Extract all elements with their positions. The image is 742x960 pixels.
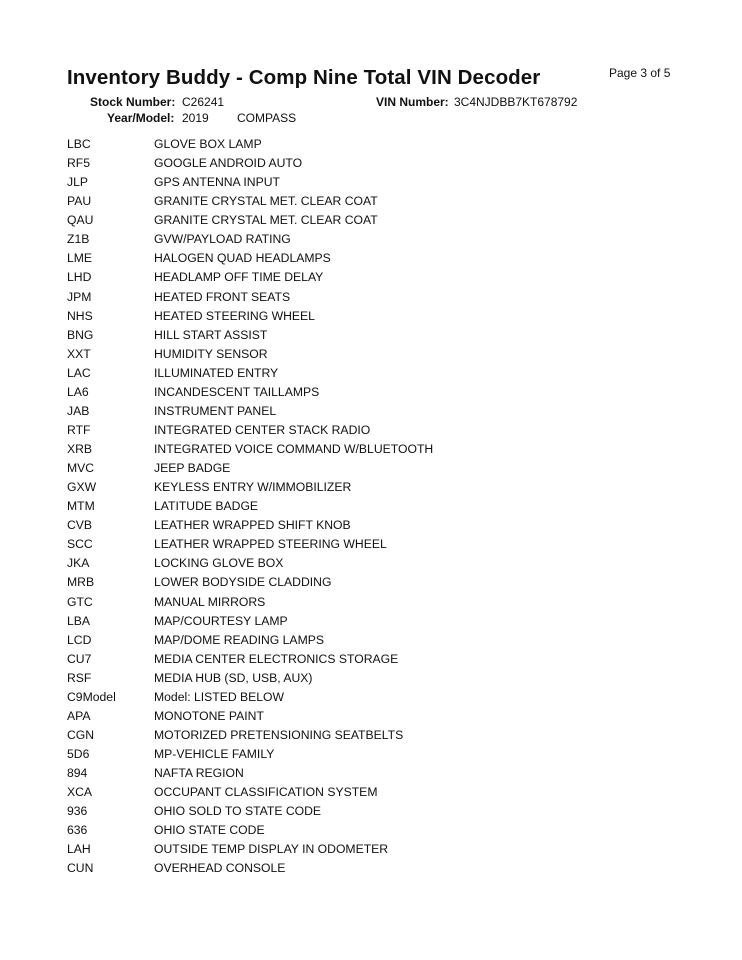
option-code: 936 bbox=[67, 804, 88, 819]
option-description: MAP/DOME READING LAMPS bbox=[154, 632, 324, 647]
list-item bbox=[67, 345, 687, 364]
list-item bbox=[67, 497, 687, 516]
list-item bbox=[67, 459, 687, 478]
option-description: INCANDESCENT TAILLAMPS bbox=[154, 384, 320, 399]
option-code: LHD bbox=[67, 270, 92, 285]
option-code: 636 bbox=[67, 823, 88, 838]
list-item bbox=[67, 192, 687, 211]
page-title: Inventory Buddy - Comp Nine Total VIN Decoder bbox=[67, 66, 541, 89]
list-item bbox=[67, 840, 687, 859]
option-code: CVB bbox=[67, 518, 93, 533]
option-description: Model: LISTED BELOW bbox=[154, 689, 285, 704]
option-description: HEADLAMP OFF TIME DELAY bbox=[154, 270, 324, 285]
option-description: OHIO STATE CODE bbox=[154, 823, 265, 838]
option-description: HALOGEN QUAD HEADLAMPS bbox=[154, 251, 331, 266]
list-item bbox=[67, 593, 687, 612]
list-item bbox=[67, 783, 687, 802]
option-description: OUTSIDE TEMP DISPLAY IN ODOMETER bbox=[154, 842, 389, 857]
list-item bbox=[67, 688, 687, 707]
option-code: XRB bbox=[67, 442, 93, 456]
option-code: PAU bbox=[67, 194, 92, 209]
list-item bbox=[67, 440, 687, 459]
option-code-list bbox=[67, 135, 687, 878]
list-item bbox=[67, 383, 687, 402]
option-description: GVW/PAYLOAD RATING bbox=[154, 232, 291, 247]
option-code: CUN bbox=[67, 861, 94, 876]
option-code: RSF bbox=[67, 670, 92, 685]
list-item bbox=[67, 707, 687, 726]
list-item bbox=[67, 554, 687, 573]
list-item bbox=[67, 573, 687, 592]
option-description: OHIO SOLD TO STATE CODE bbox=[154, 804, 322, 819]
option-description: NAFTA REGION bbox=[154, 766, 244, 781]
option-code: 894 bbox=[67, 766, 88, 781]
vin-number-label: VIN Number: bbox=[376, 95, 449, 109]
option-code: GXW bbox=[67, 480, 97, 495]
option-description: GLOVE BOX LAMP bbox=[154, 137, 262, 151]
option-code: LAC bbox=[67, 365, 91, 380]
option-description: MEDIA CENTER ELECTRONICS STORAGE bbox=[154, 651, 399, 666]
option-code: JKA bbox=[67, 556, 90, 571]
option-description: OVERHEAD CONSOLE bbox=[154, 861, 286, 876]
option-code: MVC bbox=[67, 461, 95, 476]
option-code: LAH bbox=[67, 842, 91, 857]
option-description: KEYLESS ENTRY W/IMMOBILIZER bbox=[154, 480, 352, 495]
list-item bbox=[67, 173, 687, 192]
option-code: RF5 bbox=[67, 156, 91, 171]
stock-number bbox=[90, 95, 225, 109]
option-description: LOCKING GLOVE BOX bbox=[154, 556, 284, 571]
option-description: JEEP BADGE bbox=[154, 461, 231, 476]
list-item bbox=[67, 326, 687, 345]
list-item bbox=[67, 402, 687, 421]
option-description: LATITUDE BADGE bbox=[154, 499, 259, 514]
option-code: CU7 bbox=[67, 651, 92, 666]
option-code: JLP bbox=[67, 175, 89, 190]
option-description: LEATHER WRAPPED STEERING WHEEL bbox=[154, 537, 387, 552]
option-code: LBC bbox=[67, 137, 91, 151]
option-code: APA bbox=[67, 708, 91, 723]
list-item bbox=[67, 612, 687, 631]
option-description: MOTORIZED PRETENSIONING SEATBELTS bbox=[154, 727, 404, 742]
option-description: MP-VEHICLE FAMILY bbox=[154, 747, 275, 761]
list-item bbox=[67, 421, 687, 440]
option-description: MAP/COURTESY LAMP bbox=[154, 613, 288, 628]
list-item bbox=[67, 230, 687, 249]
stock-number-value: C26241 bbox=[182, 95, 225, 109]
vin-number bbox=[376, 95, 578, 109]
vin-number-value: 3C4NJDBB7KT678792 bbox=[454, 95, 578, 109]
option-code: GTC bbox=[67, 594, 93, 609]
option-code: QAU bbox=[67, 213, 94, 228]
option-code: 5D6 bbox=[67, 747, 90, 761]
list-item bbox=[67, 650, 687, 669]
option-code: C9Model bbox=[67, 689, 116, 704]
option-code: CGN bbox=[67, 727, 95, 742]
list-item bbox=[67, 249, 687, 268]
list-item bbox=[67, 516, 687, 535]
option-description: GRANITE CRYSTAL MET. CLEAR COAT bbox=[154, 213, 378, 228]
stock-number-label: Stock Number: bbox=[90, 95, 176, 109]
option-description: ILLUMINATED ENTRY bbox=[154, 365, 279, 380]
option-description: MANUAL MIRRORS bbox=[154, 594, 266, 609]
option-description: HEATED FRONT SEATS bbox=[154, 289, 291, 304]
list-item bbox=[67, 478, 687, 497]
option-code: Z1B bbox=[67, 232, 90, 247]
year-model-label: Year/Model: bbox=[107, 111, 175, 125]
year-model bbox=[107, 111, 297, 125]
option-description: MEDIA HUB (SD, USB, AUX) bbox=[154, 670, 313, 685]
option-description: OCCUPANT CLASSIFICATION SYSTEM bbox=[154, 785, 378, 800]
list-item bbox=[67, 859, 687, 878]
option-code: XXT bbox=[67, 346, 91, 361]
option-code: RTF bbox=[67, 422, 91, 437]
option-code: LBA bbox=[67, 613, 91, 628]
option-code: LA6 bbox=[67, 384, 89, 399]
option-description: HUMIDITY SENSOR bbox=[154, 346, 268, 361]
option-code: SCC bbox=[67, 537, 93, 552]
model-value: COMPASS bbox=[237, 111, 297, 125]
list-item bbox=[67, 764, 687, 783]
list-item bbox=[67, 631, 687, 650]
option-code: BNG bbox=[67, 327, 94, 342]
option-description: LOWER BODYSIDE CLADDING bbox=[154, 575, 332, 590]
option-description: GRANITE CRYSTAL MET. CLEAR COAT bbox=[154, 194, 378, 209]
option-description: INTEGRATED CENTER STACK RADIO bbox=[154, 422, 371, 437]
option-code: NHS bbox=[67, 308, 93, 323]
page-number: Page 3 of 5 bbox=[609, 66, 671, 80]
option-code: JAB bbox=[67, 403, 90, 418]
option-code: LME bbox=[67, 251, 93, 266]
list-item bbox=[67, 135, 687, 154]
option-code: LCD bbox=[67, 632, 92, 647]
option-description: GOOGLE ANDROID AUTO bbox=[154, 156, 303, 171]
option-description: HEATED STEERING WHEEL bbox=[154, 308, 315, 323]
list-item bbox=[67, 669, 687, 688]
option-description: INTEGRATED VOICE COMMAND W/BLUETOOTH bbox=[154, 442, 434, 456]
list-item bbox=[67, 745, 687, 764]
option-code: MRB bbox=[67, 575, 95, 590]
list-item bbox=[67, 802, 687, 821]
list-item bbox=[67, 268, 687, 287]
option-code: MTM bbox=[67, 499, 95, 514]
list-item bbox=[67, 364, 687, 383]
option-description: LEATHER WRAPPED SHIFT KNOB bbox=[154, 518, 351, 533]
option-description: HILL START ASSIST bbox=[154, 327, 268, 342]
option-code: XCA bbox=[67, 785, 93, 800]
list-item bbox=[67, 726, 687, 745]
list-item bbox=[67, 154, 687, 173]
list-item bbox=[67, 307, 687, 326]
option-description: GPS ANTENNA INPUT bbox=[154, 175, 280, 190]
list-item bbox=[67, 211, 687, 230]
year-value: 2019 bbox=[182, 111, 209, 125]
option-code: JPM bbox=[67, 289, 92, 304]
list-item bbox=[67, 821, 687, 840]
option-description: INSTRUMENT PANEL bbox=[154, 403, 277, 418]
option-description: MONOTONE PAINT bbox=[154, 708, 264, 723]
list-item bbox=[67, 535, 687, 554]
list-item bbox=[67, 288, 687, 307]
